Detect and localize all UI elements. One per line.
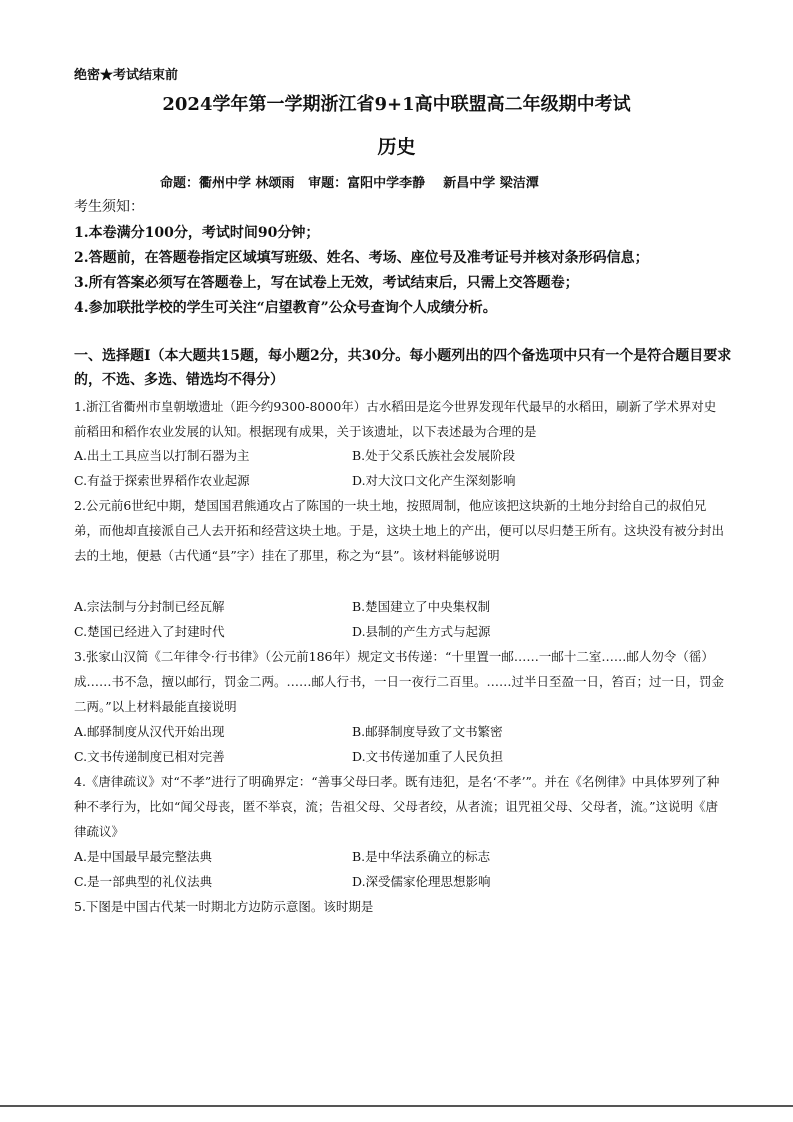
confidential-label: 绝密★考试结束前: [74, 68, 179, 83]
question-option: D.深受儒家伦理思想影响: [352, 874, 491, 889]
question-option: A.宗法制与分封制已经瓦解: [74, 599, 225, 614]
notice-item: 3.所有答案必须写在答题卷上，写在试卷上无效，考试结束后，只需上交答题卷；: [74, 275, 579, 291]
question-option: B.邮驿制度导致了文书繁密: [352, 724, 503, 739]
question-option: A.出土工具应当以打制石器为主: [74, 448, 250, 463]
notice-item: 4.参加联批学校的学生可关注“启望教育”公众号查询个人成绩分析。: [74, 300, 497, 316]
page-bottom-rule: [0, 1105, 793, 1107]
notice-item: 1.本卷满分100分，考试时间90分钟；: [74, 225, 320, 241]
question-stem: 3.张家山汉简《二年律令·行书律》（公元前186年）规定文书传递：“十里置一邮……一邮十二室……邮人勿令（徭）成……书不急，擅以邮行，罚金二两。……邮人行书，一日一夜行二百里。……过半日至盈一日，笞百；过一日，罚金二两。”以上材料最能直接说明: [74, 649, 725, 714]
question-stem: 5.下图是中国古代某一时期北方边防示意图。该时期是: [74, 899, 374, 914]
question-option: D.对大汶口文化产生深刻影响: [352, 473, 516, 488]
question-stem: 1.浙江省衢州市皇朝墩遗址（距今约9300-8000年）古水稻田是迄今世界发现年代最早的水稻田，刷新了学术界对史前稻田和稻作农业发展的认知。根据现有成果，关于该遗址，以下表述最为合理的是: [74, 399, 717, 439]
notice-heading: 考生须知：: [74, 199, 144, 215]
question-option: D.县制的产生方式与起源: [352, 624, 491, 639]
question-option: C.楚国已经进入了封建时代: [74, 624, 225, 639]
subject-title: 历史: [377, 136, 416, 158]
question-option: A.是中国最早最完整法典: [74, 849, 213, 864]
authors-line: 命题：衢州中学 林颂雨 审题：富阳中学李静 新昌中学 梁洁潭: [160, 176, 539, 191]
question-option: C.文书传递制度已相对完善: [74, 749, 225, 764]
exam-title: 2024学年第一学期浙江省9+1高中联盟高二年级期中考试: [162, 94, 631, 115]
question-option: B.楚国建立了中央集权制: [352, 599, 491, 614]
question-option: B.处于父系氏族社会发展阶段: [352, 448, 516, 463]
question-option: B.是中华法系确立的标志: [352, 849, 491, 864]
section-heading: 一、选择题Ⅰ（本大题共15题，每小题2分，共30分。每小题列出的四个备选项中只有一个是符合题目要求的，不选、多选、错选均不得分）: [74, 348, 732, 388]
notice-item: 2.答题前，在答题卷指定区域填写班级、姓名、考场、座位号及准考证号并核对条形码信息；: [74, 250, 649, 266]
question-option: D.文书传递加重了人民负担: [352, 749, 504, 764]
question-option: C.有益于探索世界稻作农业起源: [74, 473, 250, 488]
question-option: A.邮驿制度从汉代开始出现: [74, 724, 225, 739]
question-option: C.是一部典型的礼仪法典: [74, 874, 213, 889]
question-stem: 2.公元前6世纪中期，楚国国君熊通攻占了陈国的一块土地，按照周制，他应该把这块新的土地分封给自己的叔伯兄弟，而他却直接派自己人去开拓和经营这块土地。于是，这块土地上的产出，便可以尽归楚王所有。这块没有被分封出去的土地，便悬（古代通“县”字）挂在了那里，称之为“县”。该材料能够说明: [74, 498, 725, 563]
question-stem: 4.《唐律疏议》对“不孝”进行了明确界定：“善事父母曰孝。既有违犯，是名‘不孝’”。并在《名例律》中具体罗列了种种不孝行为，比如“闻父母丧，匿不举哀，流；告祖父母、父母者绞，从者流；诅咒祖父母、父母者，流。”这说明《唐律疏议》: [74, 774, 720, 839]
